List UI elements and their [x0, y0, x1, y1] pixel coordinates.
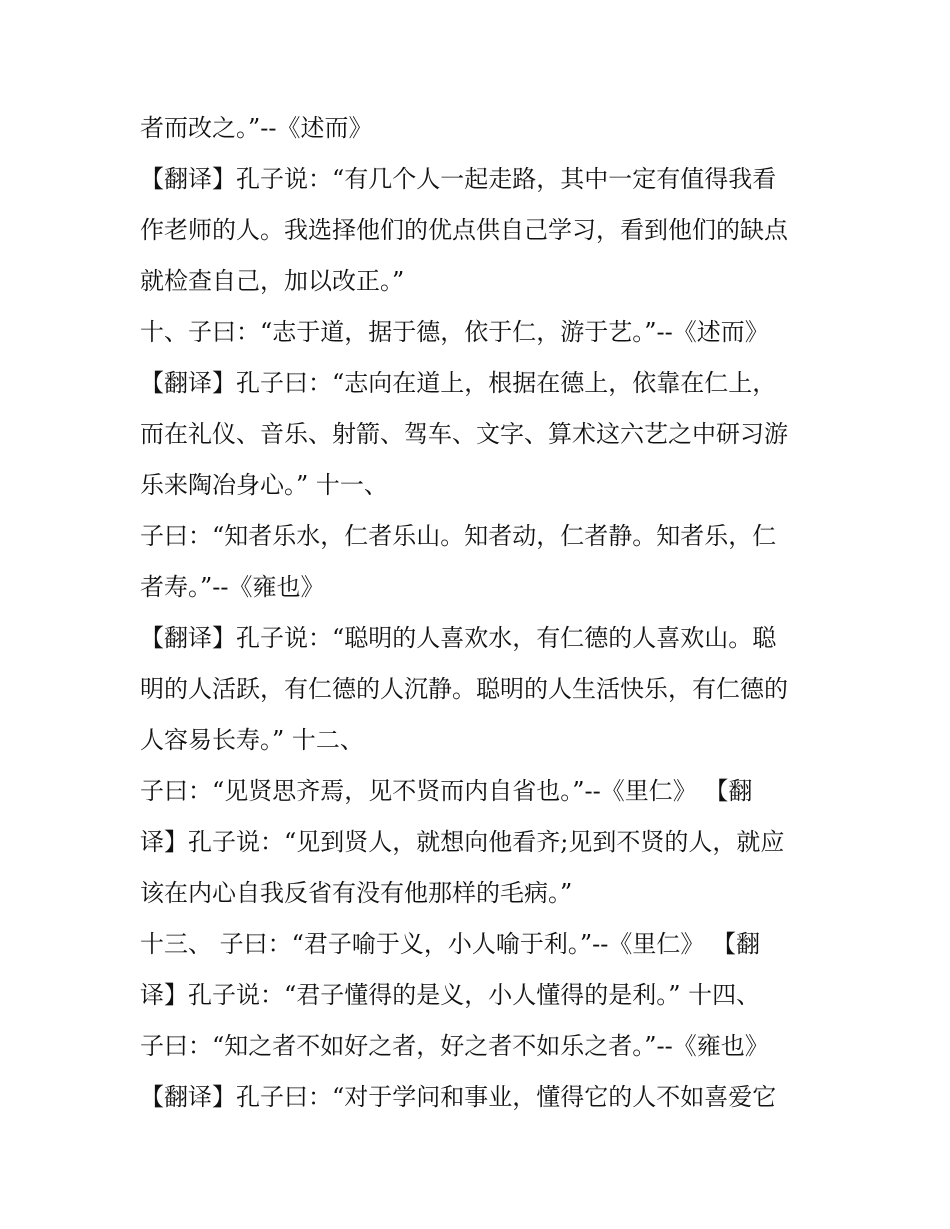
text-line: 作老师的人。我选择他们的优点供自己学习，看到他们的缺点: [140, 216, 788, 244]
text-line: 子曰：“见贤思齐焉，见不贤而内自省也。”--《里仁》 【翻: [140, 777, 753, 805]
text-line: 明的人活跃，有仁德的人沉静。聪明的人生活快乐，有仁德的: [140, 675, 788, 703]
text-line: 【翻译】孔子说：“有几个人一起走路，其中一定有值得我看: [140, 165, 777, 193]
text-line: 【翻译】孔子曰：“对于学问和事业，懂得它的人不如喜爱它: [140, 1083, 777, 1111]
text-line: 十、子曰：“志于道，据于德，依于仁，游于艺。”--《述而》: [140, 318, 769, 346]
text-line: 者而改之。”--《述而》: [140, 114, 373, 142]
text-line: 十三、 子曰：“君子喻于义，小人喻于利。”--《里仁》 【翻: [140, 930, 761, 958]
text-line: 而在礼仪、音乐、射箭、驾车、文字、算术这六艺之中研习游: [140, 420, 788, 448]
text-line: 【翻译】孔子说：“聪明的人喜欢水，有仁德的人喜欢山。聪: [140, 624, 777, 652]
text-line: 者寿。”--《雍也》: [140, 573, 325, 601]
text-line: 译】孔子说：“见到贤人，就想向他看齐;见到不贤的人，就应: [140, 828, 785, 856]
text-line: 乐来陶冶身心。” 十一、: [140, 471, 388, 499]
document-body-text: [140, 103, 830, 1123]
text-line: 就检查自己，加以改正。”: [140, 267, 405, 295]
text-line: 【翻译】孔子曰：“志向在道上，根据在德上，依靠在仁上，: [140, 369, 777, 397]
text-line: 子曰：“知者乐水，仁者乐山。知者动，仁者静。知者乐，仁: [140, 522, 777, 550]
text-line: 人容易长寿。” 十二、: [140, 726, 364, 754]
text-line: 该在内心自我反省有没有他那样的毛病。”: [140, 879, 573, 907]
text-line: 子曰：“知之者不如好之者，好之者不如乐之者。”--《雍也》: [140, 1032, 769, 1060]
text-line: 译】孔子说：“君子懂得的是义，小人懂得的是利。” 十四、: [140, 981, 761, 1009]
